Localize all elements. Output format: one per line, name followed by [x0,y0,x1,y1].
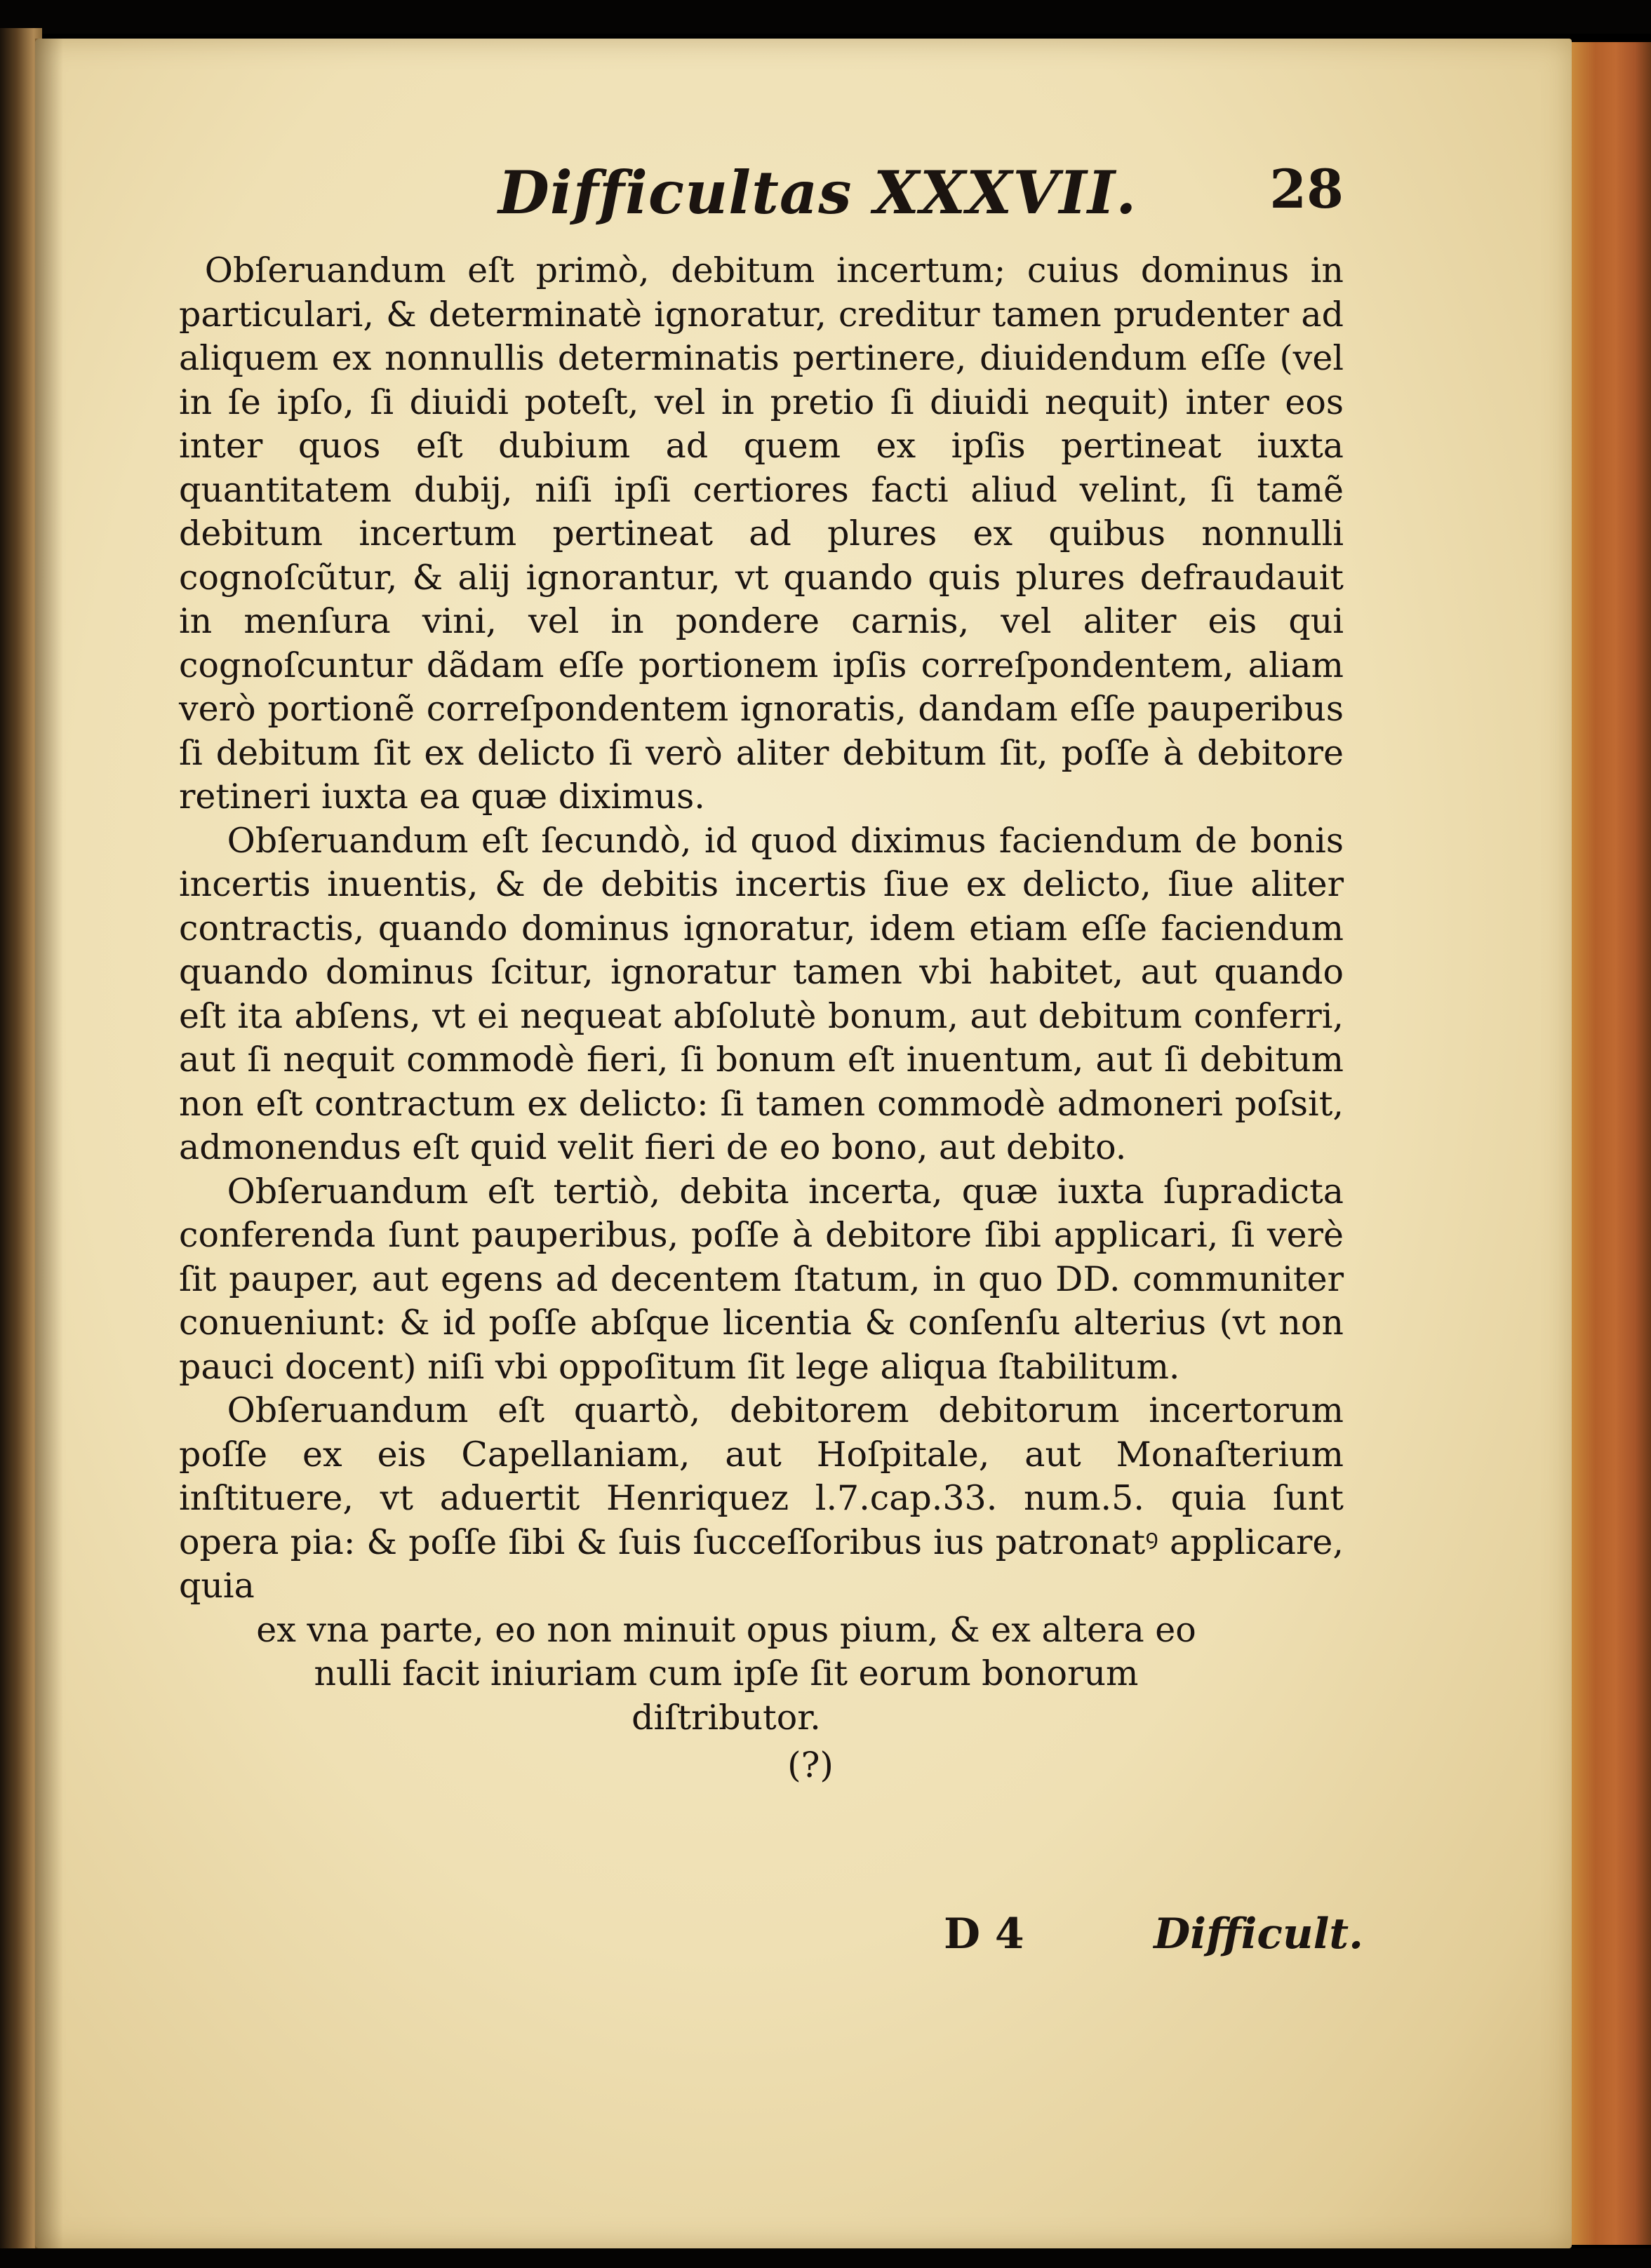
running-head: Difficultas XXXVII. [498,158,1137,227]
paragraph-quarto: Obſeruandum eſt quartò, debitorem debitorum incertorum poſſe ex eis Capellaniam, aut Hoſpitale, aut Monaſterium inſtituere, vt aduertit Henriquez l.7.cap.33. num.5. quia ſunt opera pia: & poſſe ſibi & ſuis ſucceſſoribus ius patronatꝰ applicare, quia [179,1390,1344,1606]
paragraph-primo: Obſeruandum eſt primò, debitum incertum; cuius dominus in particulari, & determinatè ignoratur, creditur tamen prudenter ad aliquem ex nonnullis determinatis pertinere, diuidendum eſſe (vel in ſe ipſo, ſi diuidi poteſt, vel in pretio ſi diuidi nequit) inter eos inter quos eſt dubium ad quem ex ipſis pertineat iuxta quantitatem dubij, niſi ipſi certiores facti aliud velint, ſi tamẽ debitum incertum pertineat ad plures ex quibus nonnulli cognoſcũtur, & alij ignorantur, vt quando quis plures defraudauit in menſura vini, vel in pondere carnis, vel aliter eis qui cognoſcuntur dãdam eſſe portionem ipſis correſpondentem, aliam verò portionẽ correſpondentem ignoratis, dandam eſſe pauperibus ſi debitum ſit ex delicto ſi verò aliter debitum ſit, poſſe à debitore retineri iuxta ea quæ diximus. [179,250,1344,817]
ornament-mark: (?) [787,1745,834,1785]
catchword: Difficult. [1154,1910,1363,1959]
page-footer [179,1910,1363,1973]
page-header [179,158,1344,249]
page-number: 28 [1269,158,1344,220]
page-fore-edge [1572,42,1651,2245]
page-content [179,158,1363,1973]
paragraph-secundo: Obſeruandum eſt ſecundò, id quod diximus faciendum de bonis incertis inuentis, & de debitis incertis ſiue ex delicto, ſiue aliter contractis, quando dominus ignoratur, idem etiam eſſe faciendum quando dominus ſcitur, ignoratur tamen vbi habitet, aut quando eſt ita abſens, vt ei nequeat abſolutè bonum, aut debitum conferri, aut ſi nequit commodè fieri, ſi bonum eſt inuentum, aut ſi debitum non eſt contractum ex delicto: ſi tamen commodè admoneri poſsit, admonendus eſt quid velit fieri de eo bono, aut debito. [179,820,1344,1167]
scan-bottom-border [0,2248,1651,2268]
gutter-shadow [35,39,63,2248]
paragraph-tertio: Obſeruandum eſt tertiò, debita incerta, quæ iuxta ſupradicta conferenda ſunt pauperibus, poſſe à debitore ſibi applicari, ſi verè ſit pauper, aut egens ad decentem ſtatum, in quo DD. communiter conueniunt: & id poſſe abſque licentia & conſenſu alterius (vt non pauci docent) niſi vbi oppoſitum ſit lege aliqua ſtabilitum. [179,1171,1344,1387]
scan-top-border [0,0,1651,34]
tail-lines: ex vna parte, eo non minuit opus pium, & ex altera eo nulli facit iniuriam cum ipſe ſit eorum bonorum diſtributor. [256,1609,1196,1738]
signature-mark: D 4 [944,1910,1024,1959]
